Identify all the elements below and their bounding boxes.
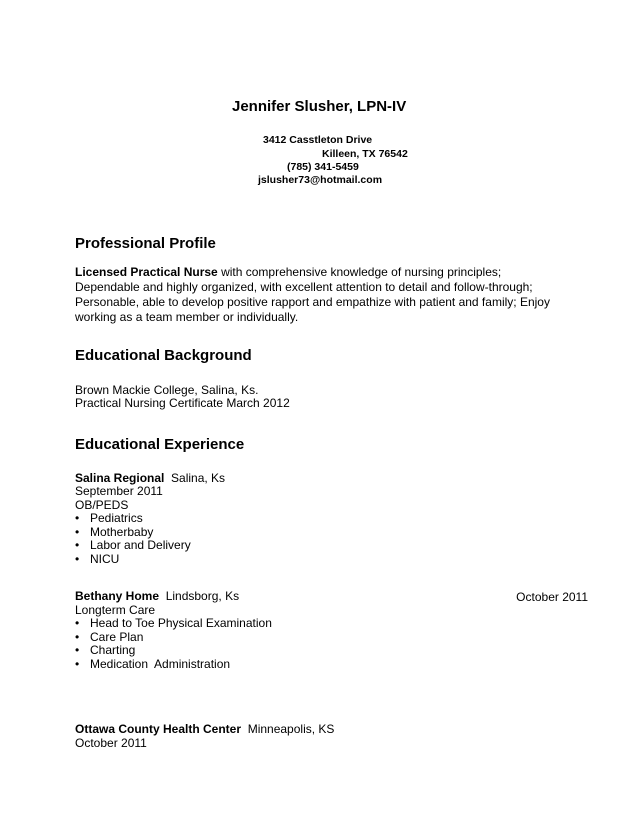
list-item: • Head to Toe Physical Examination [75,617,272,631]
list-item: • Care Plan [75,631,272,645]
list-item: • Charting [75,644,272,658]
experience-entry-org-line [75,723,334,737]
list-item: • Labor and Delivery [75,539,191,553]
profile-lead: Licensed Practical Nurse [75,265,218,279]
list-item: • Medication Administration [75,658,272,672]
experience-location: Lindsborg, Ks [159,589,240,603]
experience-unit: Longterm Care [75,603,156,617]
experience-bullet-list [75,617,272,671]
experience-unit: OB/PEDS [75,498,129,512]
experience-org: Salina Regional [75,471,165,485]
experience-org: Ottawa County Health Center [75,722,242,736]
education-certificate: Practical Nursing Certificate March 2012 [75,396,290,410]
profile-paragraph [75,265,565,325]
list-item: • Motherbaby [75,526,191,540]
phone-number: (785) 341-5459 [287,161,359,173]
experience-date: October 2011 [516,590,588,604]
experience-org: Bethany Home [75,589,160,603]
email-address: jslusher73@hotmail.com [258,174,383,186]
street-address: 3412 Casstleton Drive [263,134,373,146]
education-school: Brown Mackie College, Salina, Ks. [75,383,259,397]
experience-entry-org-line [75,590,239,604]
experience-heading: Educational Experience [75,436,245,453]
list-item: • NICU [75,553,191,567]
list-item: • Pediatrics [75,512,191,526]
experience-date: October 2011 [75,736,147,750]
profile-text: with comprehensive knowledge of nursing principles; Dependable and highly organized, with excellent attention to detail and follow-through; Personable, able to develop positive rapport and empathize with patient and family; Enjoy working as a team member or individually. [75,265,550,324]
candidate-name: Jennifer Slusher, LPN-IV [232,98,407,115]
experience-bullet-list [75,512,191,566]
city-state-zip: Killeen, TX 76542 [322,148,408,160]
experience-date: September 2011 [75,484,163,498]
education-heading: Educational Background [75,347,252,364]
experience-location: Salina, Ks [164,471,226,485]
experience-location: Minneapolis, KS [241,722,335,736]
profile-heading: Professional Profile [75,235,216,252]
